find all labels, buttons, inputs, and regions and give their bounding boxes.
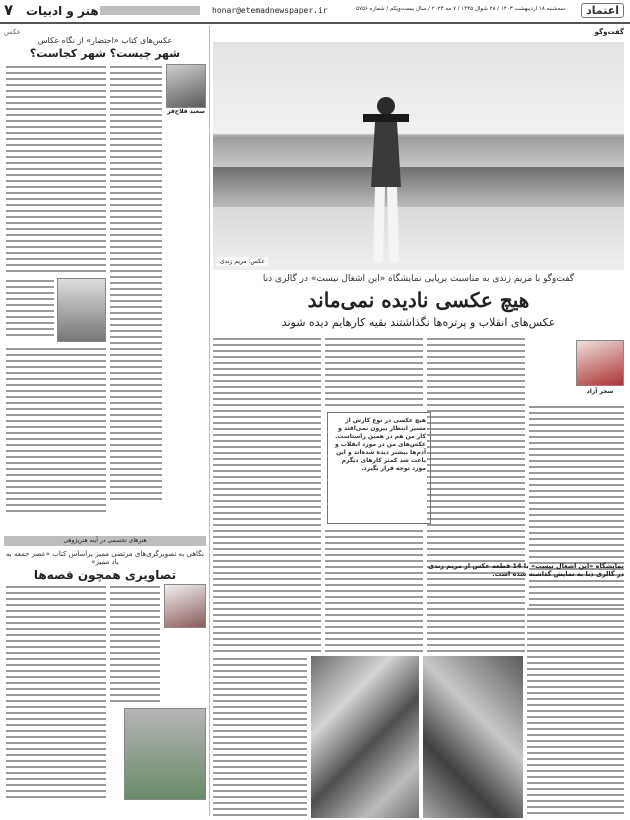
exhibition-photo <box>311 656 419 818</box>
pull-quote: هیچ عکسی در نوع کارش از مسیر انتظار بیرون نمی‌افتد و کار من هم در همین راستاست. عکس‌های من در مورد انقلاب و آدم‌ها بیشتر دیده شده‌اند و این باعث شد کمتر کارهای دیگرم مورد توجه قرار بگیرد. <box>327 412 431 524</box>
left-article-body <box>4 64 206 512</box>
text-block <box>325 528 423 654</box>
second-article-body <box>4 584 206 800</box>
shore-area <box>213 167 624 207</box>
lake-area <box>213 137 624 167</box>
header-bar <box>100 6 200 15</box>
section-title: هنر و ادبیات <box>26 4 99 18</box>
author-photo <box>164 584 206 628</box>
author-photo <box>166 64 206 108</box>
text-block <box>110 64 162 504</box>
hero-photo <box>213 42 624 270</box>
newspaper-logo: اعتماد <box>581 3 624 18</box>
second-headline: تصاویری همچون قصه‌ها <box>33 568 177 582</box>
main-subheadline: عکس‌های انقلاب و پرتره‌ها نگذاشتند بقیه کارهایم دیده شوند <box>281 316 556 329</box>
text-block <box>213 656 307 818</box>
text-col <box>6 584 106 800</box>
book-cover-image <box>57 278 107 342</box>
left-text-col-1 <box>110 64 206 512</box>
right-column-tag: گفت‌وگو <box>594 28 624 36</box>
highlight-box: نمایشگاه «این اشغال نیست» با 14 قطعه عکس از مریم زندی در گالری دنا به نمایش گذاشته شده است. <box>428 562 624 578</box>
text-block <box>6 64 106 274</box>
left-second-article <box>4 550 206 800</box>
left-column-tag: عکس <box>4 28 21 36</box>
left-text-col-2 <box>6 64 106 512</box>
left-author-name: سعید فلاح‌فر <box>167 108 205 115</box>
text-block <box>427 336 525 654</box>
text-block <box>110 584 160 704</box>
left-author-box <box>166 64 206 115</box>
page-header <box>0 0 630 24</box>
date-line: سه‌شنبه ۱۸ اردیبهشت ۱۴۰۳ / ۲۸ شوال ۱۴۴۵ / ۷ مه ۲۰۲۴ / سال بیست‌ویکم / شماره ۵۷۵۶ <box>356 6 565 12</box>
left-kicker: عکس‌های کتاب «احتضار» از نگاه عکاس <box>37 36 173 45</box>
second-kicker: نگاهی به تصویرگری‌های مرتضی ممیز براساس کتاب «عصر جمعه به یاد ممیز» <box>6 550 204 566</box>
author-photo <box>576 340 624 386</box>
text-col <box>110 584 206 800</box>
main-author-name: سحر آزاد <box>586 388 614 395</box>
section-banner: هنرهای تجسمی در آینه هنرپژوهی <box>4 536 206 546</box>
exhibition-photo <box>423 656 523 818</box>
text-block <box>213 336 321 654</box>
book-cover-image <box>124 708 206 800</box>
left-headline: شهر چیست؟ شهر کجاست؟ <box>29 47 181 60</box>
text-block <box>325 336 423 408</box>
main-author-box <box>576 340 624 395</box>
column-divider <box>209 26 210 816</box>
photo-credit: عکس: مریم زندی <box>217 257 268 266</box>
text-block <box>527 606 624 818</box>
main-subkicker: گفت‌وگو با مریم زندی به مناسبت برپایی نمایشگاه «این اشغال نیست» در گالری دنا <box>262 274 575 284</box>
photographer-figure <box>361 92 411 267</box>
text-block <box>6 584 106 800</box>
page-number: ۷ <box>4 1 14 19</box>
text-block <box>6 346 106 512</box>
section-email[interactable]: honar@etemadnewspaper.ir <box>212 6 328 15</box>
book-images <box>6 278 106 342</box>
text-block <box>6 278 54 340</box>
main-headline: هیچ عکسی نادیده نمی‌ماند <box>307 288 530 312</box>
